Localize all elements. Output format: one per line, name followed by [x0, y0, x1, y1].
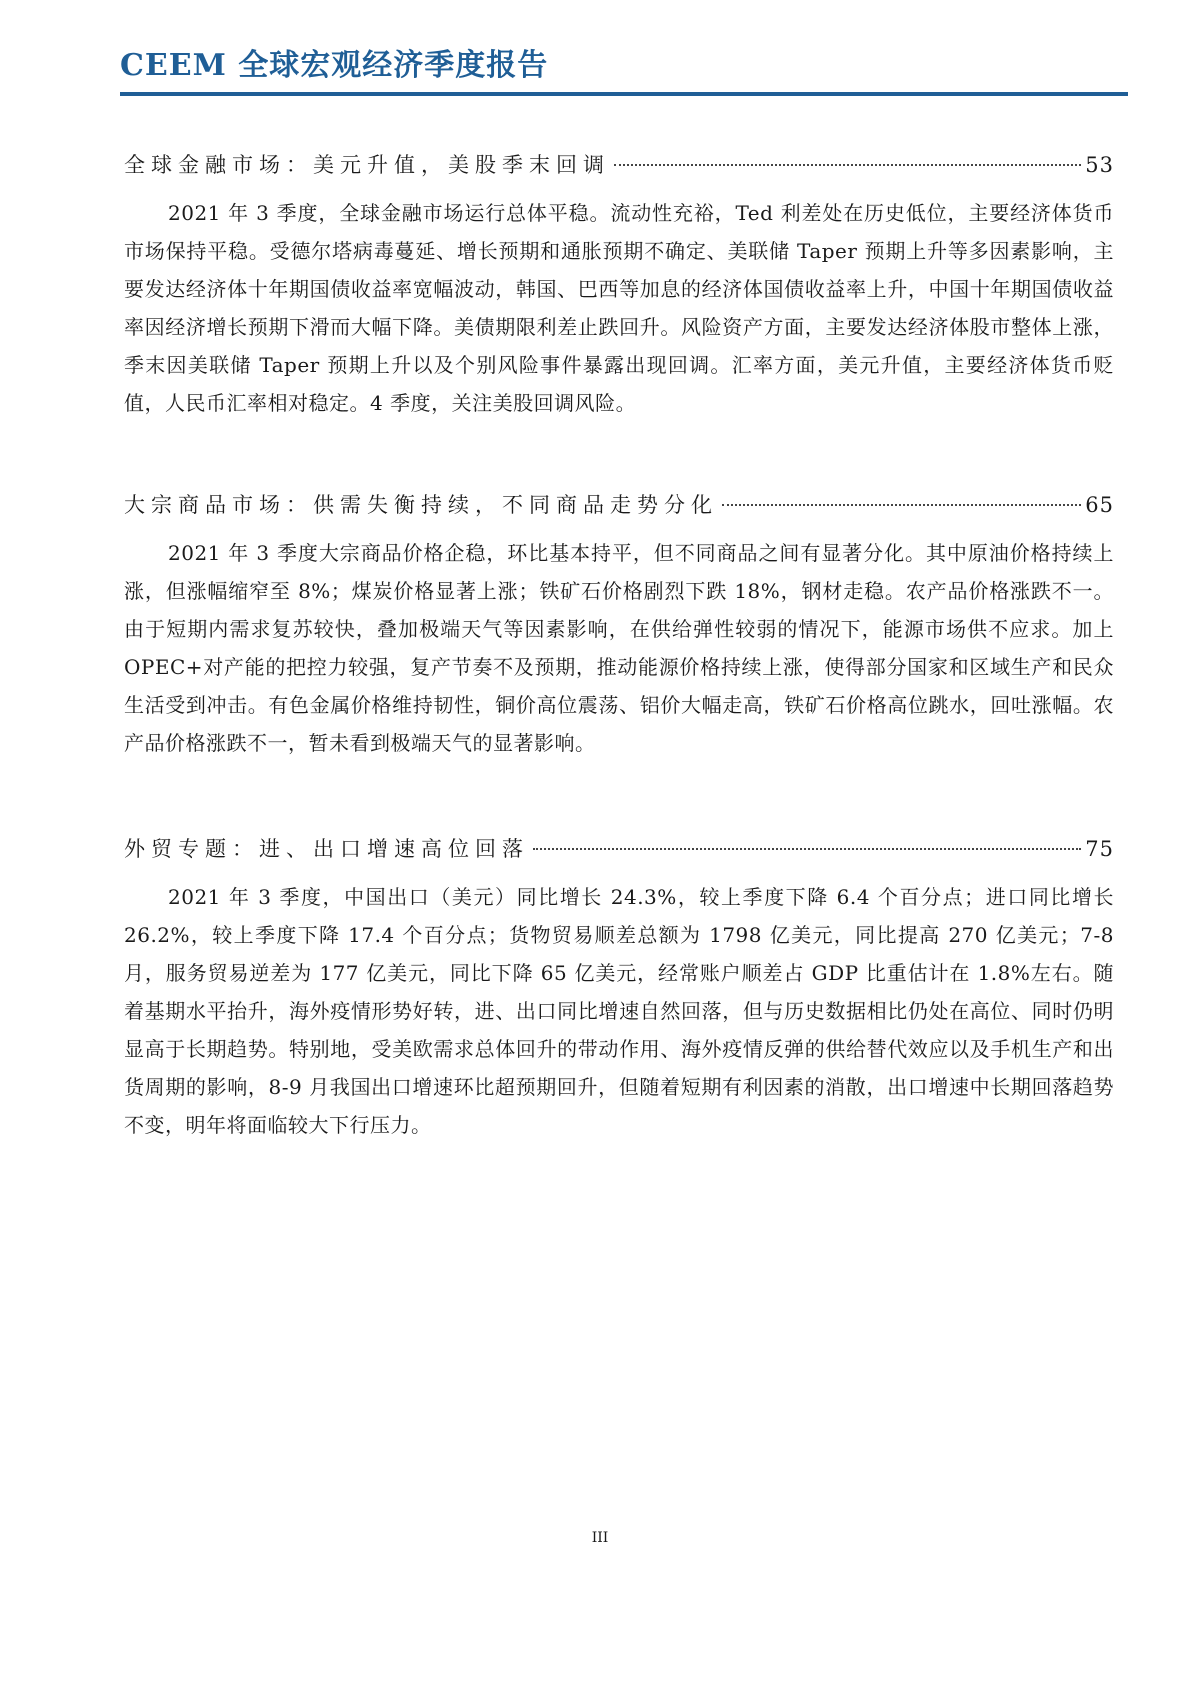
toc-leader-dots — [722, 504, 1081, 506]
report-title: CEEM 全球宏观经济季度报告 — [120, 48, 549, 83]
toc-section-commodities — [124, 490, 1114, 762]
toc-leader-dots — [614, 164, 1081, 166]
toc-section-foreign-trade — [124, 834, 1114, 1144]
toc-entry[interactable] — [124, 150, 1114, 180]
page-footer — [0, 1530, 1200, 1546]
toc-entry-title: 大宗商品市场：供需失衡持续，不同商品走势分化 — [124, 493, 718, 517]
toc-section-financial-markets — [124, 150, 1114, 422]
toc-page-number: 65 — [1085, 493, 1114, 517]
section-summary: 2021 年 3 季度，中国出口（美元）同比增长 24.3%，较上季度下降 6.4 个百分点；进口同比增长 26.2%，较上季度下降 17.4 个百分点；货物贸易顺差总额为 1798 亿美元，同比提高 270 亿美元；7-8 月，服务贸易逆差为 177 亿美元，同比下降 65 亿美元，经常账户顺差占 GDP 比重估计在 1.8%左右。随着基期水平抬升，海外疫情形势好转，进、出口同比增速自然回落，但与历史数据相比仍处在高位、同时仍明显高于长期趋势。特别地，受美欧需求总体回升的带动作用、海外疫情反弹的供给替代效应以及手机生产和出货周期的影响，8-9 月我国出口增速环比超预期回升，但随着短期有利因素的消散，出口增速中长期回落趋势不变，明年将面临较大下行压力。 — [124, 885, 1114, 1137]
toc-entry-title: 全球金融市场：美元升值，美股季末回调 — [124, 153, 610, 177]
section-summary: 2021 年 3 季度大宗商品价格企稳，环比基本持平，但不同商品之间有显著分化。其中原油价格持续上涨，但涨幅缩窄至 8%；煤炭价格显著上涨；铁矿石价格剧烈下跌 18%，钢材走稳。农产品价格涨跌不一。由于短期内需求复苏较快，叠加极端天气等因素影响，在供给弹性较弱的情况下，能源市场供不应求。加上 OPEC+对产能的把控力较强，复产节奏不及预期，推动能源价格持续上涨，使得部分国家和区域生产和民众生活受到冲击。有色金属价格维持韧性，铜价高位震荡、铝价大幅走高，铁矿石价格高位跳水，回吐涨幅。农产品价格涨跌不一，暂未看到极端天气的显著影响。 — [124, 541, 1114, 755]
header-divider — [120, 92, 1128, 96]
toc-page-number: 53 — [1085, 153, 1114, 177]
toc-entry[interactable] — [124, 834, 1114, 864]
report-header — [120, 46, 1128, 96]
toc-leader-dots — [533, 848, 1081, 850]
section-summary: 2021 年 3 季度，全球金融市场运行总体平稳。流动性充裕，Ted 利差处在历史低位，主要经济体货币市场保持平稳。受德尔塔病毒蔓延、增长预期和通胀预期不确定、美联储 Taper 预期上升等多因素影响，主要发达经济体十年期国债收益率宽幅波动，韩国、巴西等加息的经济体国债收益率上升，中国十年期国债收益率因经济增长预期下滑而大幅下降。美债期限利差止跌回升。风险资产方面，主要发达经济体股市整体上涨，季末因美联储 Taper 预期上升以及个别风险事件暴露出现回调。汇率方面，美元升值，主要经济体货币贬值，人民币汇率相对稳定。4 季度，关注美股回调风险。 — [124, 201, 1114, 415]
toc-entry[interactable] — [124, 490, 1114, 520]
toc-page-number: 75 — [1085, 837, 1114, 861]
page-number: III — [591, 1530, 609, 1546]
toc-entry-title: 外贸专题：进、出口增速高位回落 — [124, 837, 529, 861]
